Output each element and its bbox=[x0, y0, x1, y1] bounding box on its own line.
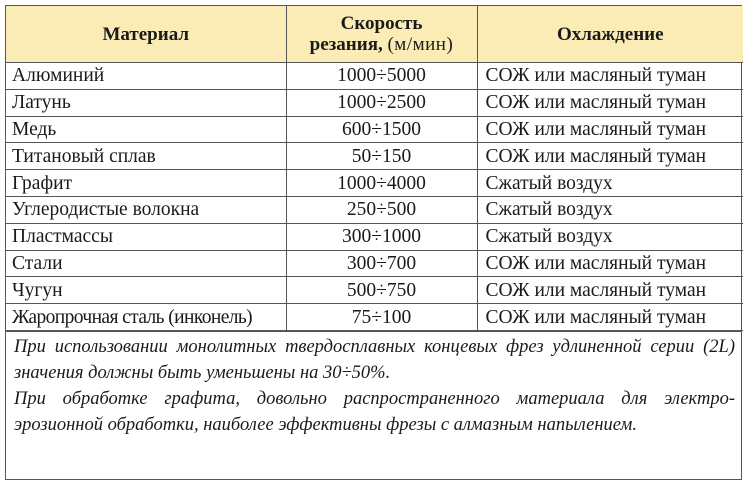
cell-speed: 600÷1500 bbox=[286, 116, 477, 143]
footnote-graphite: При обработке графита, довольно распространенного материала для электро-эрозионной обработки, наиболее эффективны фрезы с алмазным напылением. bbox=[14, 388, 735, 435]
table-row bbox=[6, 63, 743, 90]
cell-material: Жаропрочная сталь (инконель) bbox=[6, 304, 286, 331]
header-material: Материал bbox=[6, 6, 286, 63]
cell-material: Углеродистые волокна bbox=[6, 196, 286, 223]
header-cooling: Охлаждение bbox=[477, 6, 743, 63]
cell-cooling: СОЖ или масляный туман bbox=[477, 250, 743, 277]
footnote-long-series: При использовании монолитных твердосплавных концевых фрез удлиненной серии (2L) значения должны быть уменьшены на 30÷50%. bbox=[14, 336, 735, 383]
cell-cooling: СОЖ или масляный туман bbox=[477, 89, 743, 116]
cutting-speed-table-container bbox=[5, 5, 742, 480]
cell-material: Чугун bbox=[6, 277, 286, 304]
footnote bbox=[6, 331, 741, 438]
cell-cooling: СОЖ или масляный туман bbox=[477, 143, 743, 170]
header-speed-unit: (м/мин) bbox=[387, 34, 454, 55]
header-cutting-speed bbox=[286, 6, 477, 63]
table-row bbox=[6, 223, 743, 250]
cell-material: Медь bbox=[6, 116, 286, 143]
header-speed-line1: Скорость bbox=[340, 13, 423, 34]
table-row bbox=[6, 304, 743, 331]
table-row bbox=[6, 250, 743, 277]
cell-speed: 500÷750 bbox=[286, 277, 477, 304]
table-row bbox=[6, 116, 743, 143]
table-row bbox=[6, 277, 743, 304]
cell-material: Алюминий bbox=[6, 63, 286, 90]
cutting-speed-table bbox=[6, 6, 743, 331]
cell-speed: 1000÷2500 bbox=[286, 89, 477, 116]
cell-speed: 1000÷4000 bbox=[286, 170, 477, 197]
table-row bbox=[6, 196, 743, 223]
cell-cooling: СОЖ или масляный туман bbox=[477, 304, 743, 331]
table-row bbox=[6, 143, 743, 170]
cell-cooling: Сжатый воздух bbox=[477, 223, 743, 250]
cell-speed: 300÷700 bbox=[286, 250, 477, 277]
cell-material: Стали bbox=[6, 250, 286, 277]
cell-material: Пластмассы bbox=[6, 223, 286, 250]
cell-cooling: Сжатый воздух bbox=[477, 170, 743, 197]
table-row bbox=[6, 89, 743, 116]
cell-cooling: Сжатый воздух bbox=[477, 196, 743, 223]
cell-speed: 50÷150 bbox=[286, 143, 477, 170]
cell-speed: 300÷1000 bbox=[286, 223, 477, 250]
table-row bbox=[6, 170, 743, 197]
cell-speed: 250÷500 bbox=[286, 196, 477, 223]
cell-cooling: СОЖ или масляный туман bbox=[477, 116, 743, 143]
cell-cooling: СОЖ или масляный туман bbox=[477, 277, 743, 304]
cell-material: Графит bbox=[6, 170, 286, 197]
cell-material: Латунь bbox=[6, 89, 286, 116]
cell-speed: 75÷100 bbox=[286, 304, 477, 331]
cell-material: Титановый сплав bbox=[6, 143, 286, 170]
cell-cooling: СОЖ или масляный туман bbox=[477, 63, 743, 90]
header-speed-line2: резания, bbox=[309, 34, 383, 55]
cell-speed: 1000÷5000 bbox=[286, 63, 477, 90]
table-header-row bbox=[6, 6, 743, 63]
